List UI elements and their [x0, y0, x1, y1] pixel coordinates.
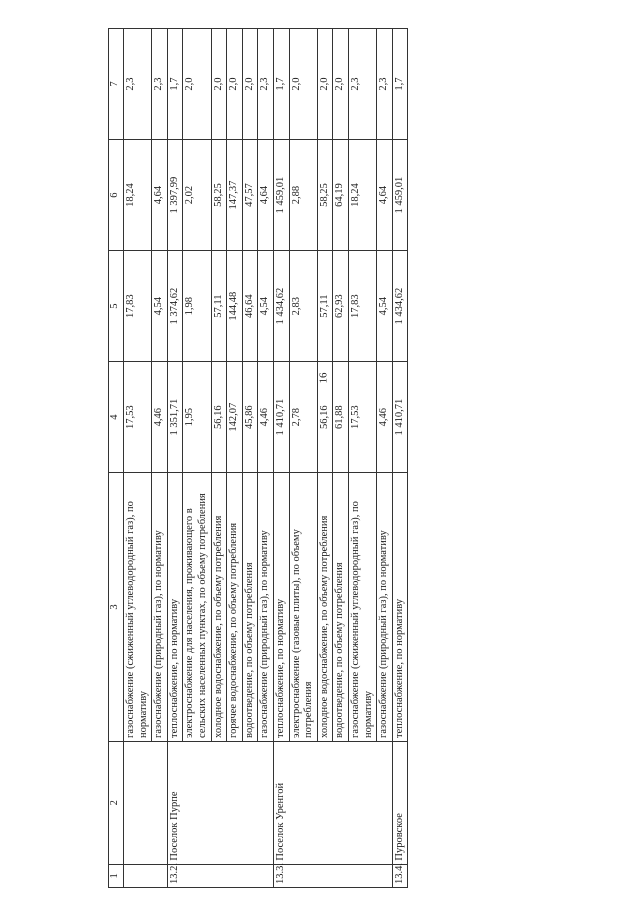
value-col5: 1,98	[183, 251, 211, 362]
value-col6: 64,19	[333, 140, 349, 251]
value-col4: 142,07	[227, 362, 243, 473]
value-col4: 1 410,71	[392, 362, 408, 473]
header-cell: 7	[109, 29, 124, 140]
service-name: газоснабжение (сжиженный углеводородный газ), по нормативу	[348, 473, 376, 742]
service-name: газоснабжение (природный газ), по нормативу	[258, 473, 274, 742]
value-col4: 17,53	[348, 362, 376, 473]
value-col6: 2,02	[183, 140, 211, 251]
value-col4: 1 410,71	[273, 362, 289, 473]
value-col7: 2,3	[258, 29, 274, 140]
service-name: горячее водоснабжение, по объему потребления	[227, 473, 243, 742]
header-cell: 5	[109, 251, 124, 362]
row-number: 13.3.	[273, 864, 392, 887]
value-col6: 18,24	[124, 140, 152, 251]
value-col5: 62,93	[333, 251, 349, 362]
value-col7: 2,0	[242, 29, 258, 140]
page-number: 16	[317, 372, 330, 384]
value-col4: 1,95	[183, 362, 211, 473]
row-number	[124, 864, 168, 887]
header-cell: 1	[109, 864, 124, 887]
settlement-name: Поселок Пурпе	[167, 741, 273, 864]
value-col6: 4,64	[377, 140, 393, 251]
value-col7: 2,0	[333, 29, 349, 140]
value-col4: 4,46	[258, 362, 274, 473]
value-col6: 47,57	[242, 140, 258, 251]
value-col5: 17,83	[348, 251, 376, 362]
service-name: теплоснабжение, по нормативу	[167, 473, 183, 742]
service-name: газоснабжение (природный газ), по нормативу	[152, 473, 168, 742]
header-row	[109, 29, 124, 888]
tariff-table	[108, 28, 408, 888]
value-col7: 2,0	[289, 29, 317, 140]
value-col7: 1,7	[392, 29, 408, 140]
value-col5: 57,11	[211, 251, 227, 362]
value-col6: 58,25	[211, 140, 227, 251]
settlement-name	[124, 741, 168, 864]
value-col6: 4,64	[152, 140, 168, 251]
service-name: электроснабжение для населения, проживающего в сельских населенных пунктах, по объему потребления	[183, 473, 211, 742]
value-col4: 2,78	[289, 362, 317, 473]
service-name: теплоснабжение, по нормативу	[273, 473, 289, 742]
value-col6: 4,64	[258, 140, 274, 251]
table-row	[273, 29, 289, 888]
value-col5: 144,48	[227, 251, 243, 362]
value-col7: 1,7	[273, 29, 289, 140]
value-col7: 2,0	[227, 29, 243, 140]
header-cell: 4	[109, 362, 124, 473]
value-col6: 58,25	[317, 140, 333, 251]
settlement-name: Пуровское	[392, 741, 408, 864]
service-name: газоснабжение (сжиженный углеводородный газ), по нормативу	[124, 473, 152, 742]
value-col5: 1 434,62	[392, 251, 408, 362]
service-name: электроснабжение (газовые плиты), по объему потребления	[289, 473, 317, 742]
table-row	[392, 29, 408, 888]
value-col7: 2,3	[377, 29, 393, 140]
value-col6: 1 459,01	[392, 140, 408, 251]
value-col5: 4,54	[152, 251, 168, 362]
service-name: теплоснабжение, по нормативу	[392, 473, 408, 742]
header-cell: 6	[109, 140, 124, 251]
tariff-table-rotated	[108, 28, 538, 888]
value-col5: 4,54	[258, 251, 274, 362]
settlement-name: Поселок Уренгой	[273, 741, 392, 864]
service-name: водоотведение, по объему потребления	[242, 473, 258, 742]
service-name: водоотведение, по объему потребления	[333, 473, 349, 742]
value-col4: 1 351,71	[167, 362, 183, 473]
value-col7: 1,7	[167, 29, 183, 140]
value-col4: 56,16	[211, 362, 227, 473]
service-name: газоснабжение (природный газ), по нормативу	[377, 473, 393, 742]
header-cell: 3	[109, 473, 124, 742]
header-cell: 2	[109, 741, 124, 864]
value-col5: 2,83	[289, 251, 317, 362]
value-col7: 2,3	[124, 29, 152, 140]
value-col4: 61,88	[333, 362, 349, 473]
service-name: холодное водоснабжение, по объему потребления	[317, 473, 333, 742]
value-col7: 2,0	[317, 29, 333, 140]
service-name: холодное водоснабжение, по объему потребления	[211, 473, 227, 742]
row-number: 13.4.	[392, 864, 408, 887]
value-col5: 17,83	[124, 251, 152, 362]
table-row	[124, 29, 152, 888]
value-col6: 18,24	[348, 140, 376, 251]
value-col5: 57,11	[317, 251, 333, 362]
value-col6: 147,37	[227, 140, 243, 251]
value-col5: 1 434,62	[273, 251, 289, 362]
value-col7: 2,3	[348, 29, 376, 140]
value-col6: 1 459,01	[273, 140, 289, 251]
value-col6: 1 397,99	[167, 140, 183, 251]
table-body	[124, 29, 408, 888]
table-row	[167, 29, 183, 888]
value-col5: 4,54	[377, 251, 393, 362]
value-col4: 17,53	[124, 362, 152, 473]
value-col7: 2,0	[211, 29, 227, 140]
value-col7: 2,0	[183, 29, 211, 140]
value-col5: 1 374,62	[167, 251, 183, 362]
value-col7: 2,3	[152, 29, 168, 140]
row-number: 13.2.	[167, 864, 273, 887]
value-col4: 4,46	[377, 362, 393, 473]
value-col5: 46,64	[242, 251, 258, 362]
value-col4: 45,86	[242, 362, 258, 473]
value-col6: 2,88	[289, 140, 317, 251]
value-col4: 4,46	[152, 362, 168, 473]
value-col4: 56,16	[317, 362, 333, 473]
